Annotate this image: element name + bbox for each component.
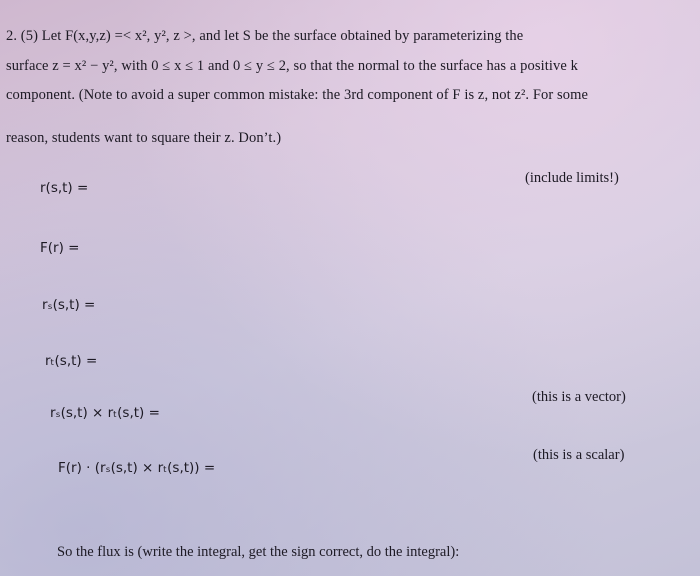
problem-line-4: reason, students want to square their z. Don’t.): [6, 130, 282, 146]
formula-r-parametrization: r(s,t) =: [40, 180, 89, 196]
note-this-is-vector: (this is a vector): [532, 389, 626, 405]
problem-line-1: 2. (5) Let F(x,y,z) =< x², y², z >, and let S be the surface obtained by parameterizing the: [6, 28, 524, 44]
formula-dot-product: F(r) · (rₛ(s,t) × rₜ(s,t)) =: [58, 460, 216, 476]
formula-r-t: rₜ(s,t) =: [45, 353, 98, 369]
problem-line-2: surface z = x² − y², with 0 ≤ x ≤ 1 and 0 ≤ y ≤ 2, so that the normal to the surface has a positive k: [6, 58, 578, 74]
problem-line-3: component. (Note to avoid a super common mistake: the 3rd component of F is z, not z². For some: [6, 87, 589, 103]
formula-F-of-r: F(r) =: [40, 240, 80, 256]
formula-cross-product: rₛ(s,t) × rₜ(s,t) =: [50, 405, 160, 421]
note-include-limits: (include limits!): [525, 170, 619, 186]
note-this-is-scalar: (this is a scalar): [533, 447, 625, 463]
flux-prompt: So the flux is (write the integral, get the sign correct, do the integral):: [57, 544, 460, 560]
formula-r-s: rₛ(s,t) =: [42, 297, 96, 313]
